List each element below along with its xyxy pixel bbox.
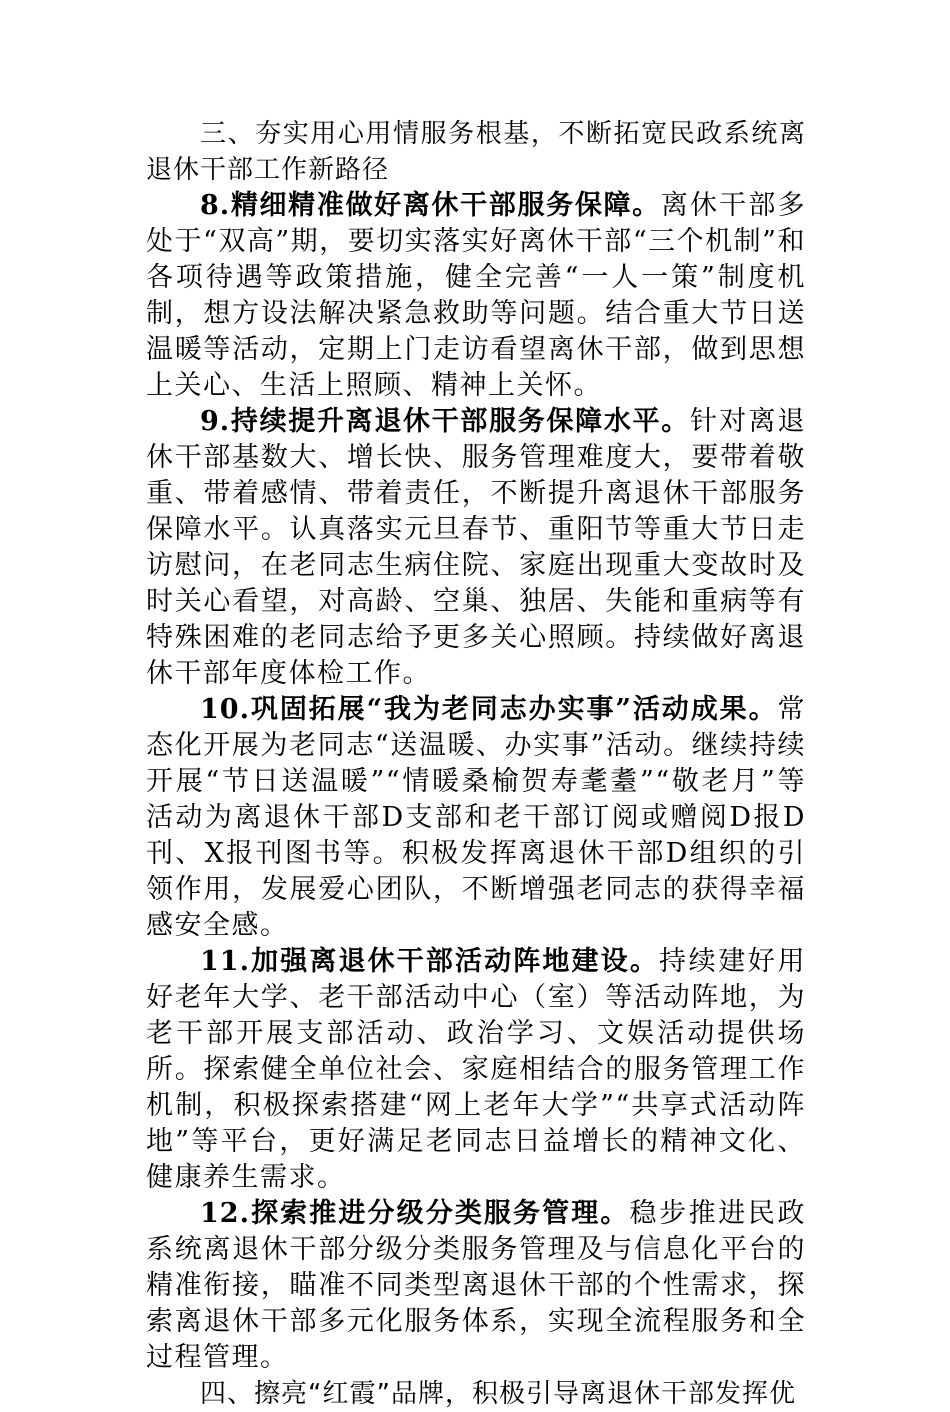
paragraph-item-11 (146, 944, 806, 1196)
item-9-lead: 9.持续提升离退休干部服务保障水平。 (200, 406, 690, 437)
document-body (146, 116, 806, 1412)
item-12-lead: 12.探索推进分级分类服务管理。 (200, 1198, 630, 1229)
item-12-body: 稳步推进民政系统离退休干部分级分类服务管理及与信息化平台的精准衔接，瞄准不同类型离退休干部的个性需求，探索离退休干部多元化服务体系，实现全流程服务和全过程管理。 (146, 1198, 806, 1373)
item-11-body: 持续建好用好老年大学、老干部活动中心（室）等活动阵地，为老干部开展支部活动、政治学习、文娱活动提供场所。探索健全单位社会、家庭相结合的服务管理工作机制，积极探索搭建“网上老年大学”“共享式活动阵地”等平台，更好满足老同志日益增长的精神文化、健康养生需求。 (146, 946, 806, 1193)
paragraph-item-9 (146, 404, 806, 692)
item-9-body: 针对离退休干部基数大、增长快、服务管理难度大，要带着敬重、带着感情、带着责任，不断提升离退休干部服务保障水平。认真落实元旦春节、重阳节等重大节日走访慰问，在老同志生病住院、家庭出现重大变故时及时关心看望，对高龄、空巢、独居、失能和重病等有特殊困难的老同志给予更多关心照顾。持续做好离退休干部年度体检工作。 (146, 406, 807, 689)
paragraph-item-8 (146, 188, 806, 404)
item-10-lead: 10.巩固拓展“我为老同志办实事”活动成果。 (200, 694, 778, 725)
section-4-heading: 四、擦亮“红霞”品牌，积极引导离退休干部发挥优 (200, 1379, 796, 1409)
paragraph-item-10 (146, 692, 806, 944)
item-8-lead: 8.精细精准做好离休干部服务保障。 (200, 190, 661, 221)
section-3-heading: 三、夯实用心用情服务根基，不断拓宽民政系统离退休干部工作新路径 (146, 119, 806, 185)
item-8-body: 离休干部多处于“双高”期，要切实落实好离休干部“三个机制”和各项待遇等政策措施，健全完善“一人一策”制度机制，想方设法解决紧急救助等问题。结合重大节日送温暖等活动，定期上门走访看望离休干部，做到思想上关心、生活上照顾、精神上关怀。 (146, 190, 807, 401)
paragraph-item-12 (146, 1196, 806, 1376)
item-11-lead: 11.加强离退休干部活动阵地建设。 (200, 946, 659, 977)
item-10-body: 常态化开展为老同志“送温暖、办实事”活动。继续持续开展“节日送温暖”“情暖桑榆贺寿耄耋”“敬老月”等活动为离退休干部D支部和老干部订阅或赠阅D报D刊、X报刊图书等。积极发挥离退休干部D组织的引领作用，发展爱心团队，不断增强老同志的获得幸福感安全感。 (146, 694, 806, 941)
